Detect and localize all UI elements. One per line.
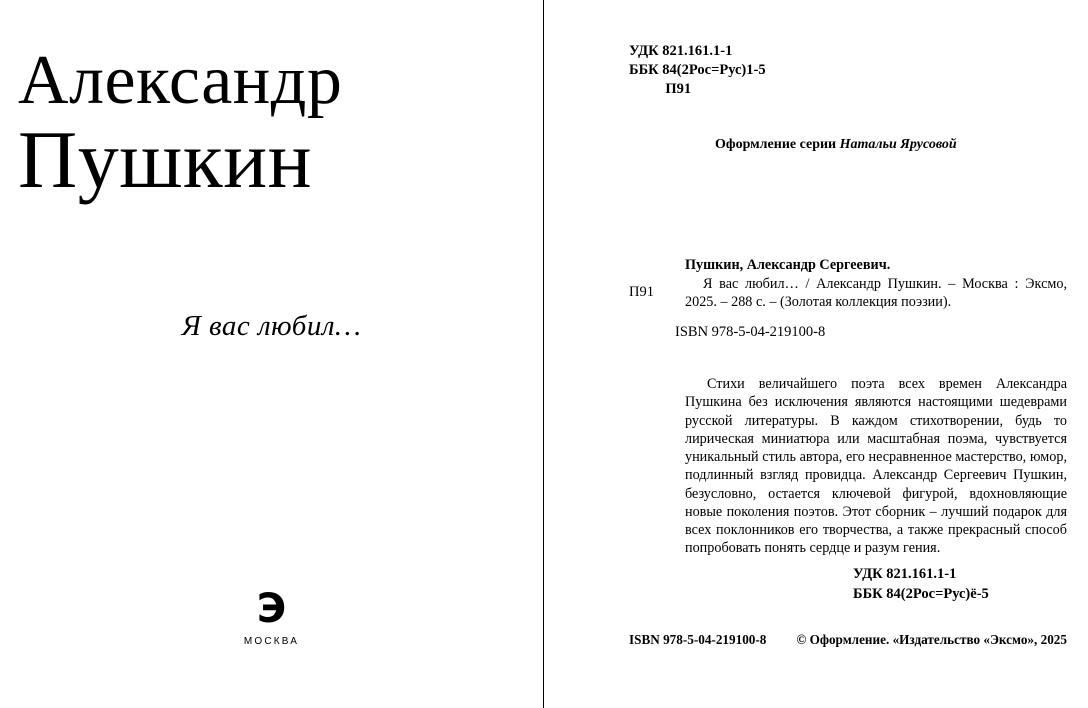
udk-bottom-line: УДК 821.161.1-1 [853, 566, 957, 582]
book-annotation: Стихи величайшего поэта всех времен Александра Пушкина без исключения являются настоящими шедеврами русской литературы. В каждом стихотворении, будь то лирическая миниатюра или масштабная поэма, чувствуется уникальный стиль автора, его несравненное мастерство, юмор, подлинный взгляд провидца. Александр Сергеевич Пушкин, безусловно, остается ключевой фигурой, вдохновляющие новые поколения поэтов. Этот сборник – лучший подарок для всех поклонников его творчества, а также прекрасный способ попробовать понять сердце и разум гения. [685, 376, 1067, 557]
cip-body [685, 256, 1067, 312]
author-last-name: Пушкин [18, 113, 312, 205]
title-page [0, 0, 543, 708]
bbk-bottom-line: ББК 84(2Рос=Рус)ё-5 [853, 585, 989, 602]
publisher-mark [0, 588, 543, 647]
series-design-name: Натальи Ярусовой [839, 137, 957, 152]
series-design-credit [715, 137, 957, 153]
udk-top-line: УДК 821.161.1-1 [629, 43, 733, 59]
page-footer [629, 632, 1067, 648]
footer-copyright: © Оформление. «Издательство «Эксмо», 2025 [796, 632, 1067, 647]
publisher-city-label: МОСКВА [243, 636, 300, 647]
series-design-label: Оформление серии [715, 137, 840, 152]
book-title: Я вас любил… [181, 310, 362, 342]
cip-author: Пушкин, Александр Сергеевич. [685, 257, 891, 273]
bbk-top-line: ББК 84(2Рос=Рус)1-5 [629, 62, 766, 79]
cip-record [629, 256, 1067, 341]
author-first-name: Александр [18, 42, 343, 119]
eksmo-logo-icon: Э [256, 586, 287, 632]
udk-bbk-top-block [629, 42, 766, 99]
udk-bbk-bottom-block [853, 565, 989, 604]
catalog-code-top: П91 [665, 81, 692, 98]
cip-description: Я вас любил… / Александр Пушкин. – Москва : Эксмо, 2025. – 288 с. – (Золотая коллекция поэзии). [685, 276, 1067, 311]
cip-shelf-code: П91 [629, 284, 654, 300]
footer-isbn: ISBN 978-5-04-219100-8 [629, 632, 767, 647]
author-name-block [18, 42, 518, 205]
isbn-middle: ISBN 978-5-04-219100-8 [675, 323, 826, 340]
copyright-page [543, 0, 1088, 708]
